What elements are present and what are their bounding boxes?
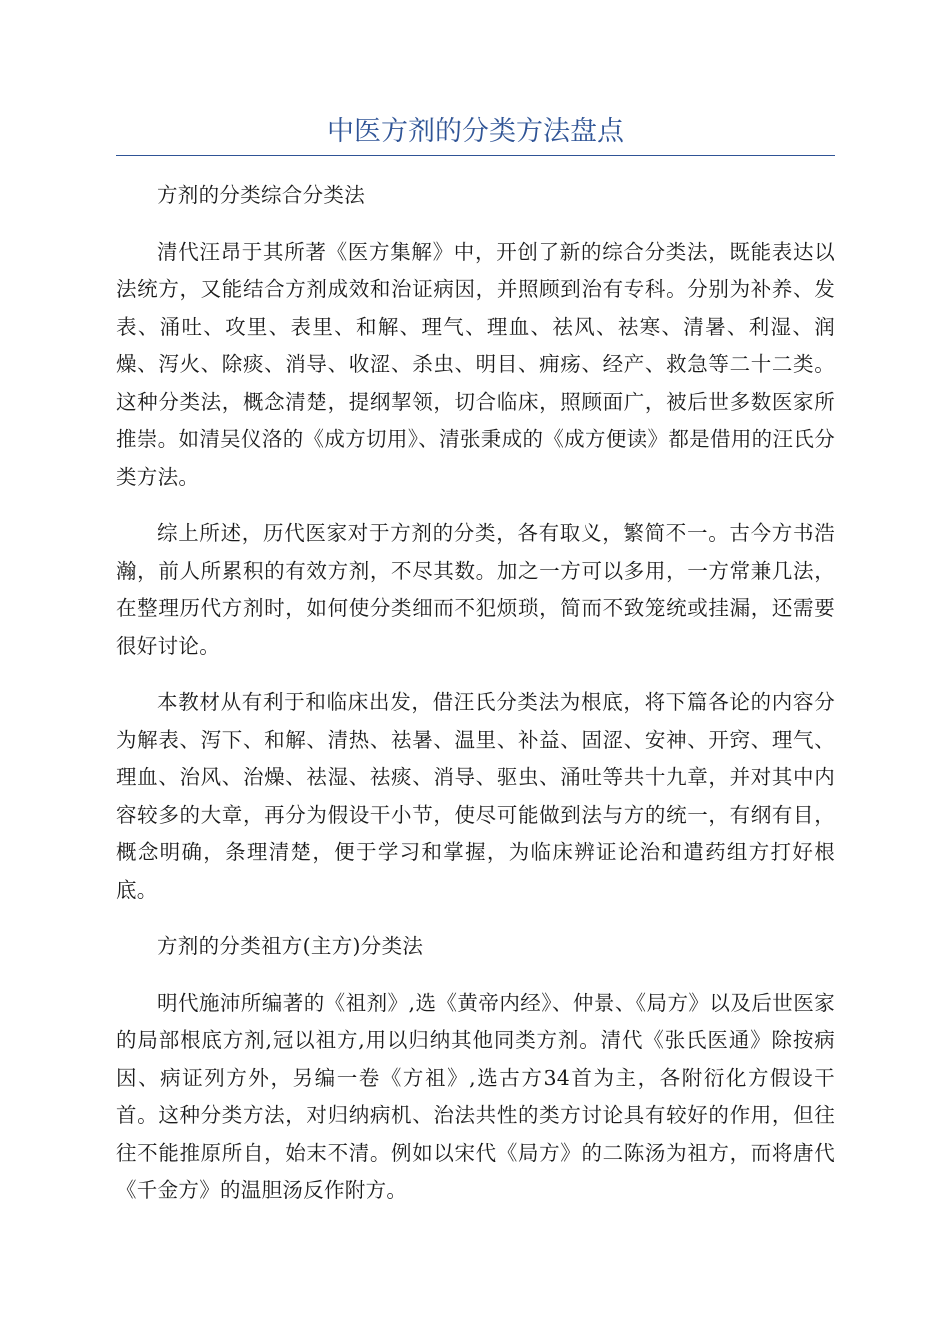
paragraph-wang-ang: 清代汪昂于其所著《医方集解》中，开创了新的综合分类法，既能表达以法统方，又能结合方剂成效和治证病因，并照顾到治有专科。分别为补养、发表、涌吐、攻里、表里、和解、理气、理血、祛风、祛寒、清暑、利湿、润燥、泻火、除痰、消导、收涩、杀虫、明目、痈疡、经产、救急等二十二类。这种分类法，概念清楚，提纲挈领，切合临床，照顾面广，被后世多数医家所推崇。如清吴仪洛的《成方切用》、清张秉成的《成方便读》都是借用的汪氏分类方法。 [116,239,835,489]
paragraph-textbook: 本教材从有利于和临床出发，借汪氏分类法为根底，将下篇各论的内容分为解表、泻下、和解、清热、祛暑、温里、补益、固涩、安神、开窍、理气、理血、治风、治燥、祛湿、祛痰、消导、驱虫、涌吐等共十九章，并对其中内容较多的大章，再分为假设干小节，使尽可能做到法与方的统一，有纲有目，概念明确，条理清楚，便于学习和掌握，为临床辨证论治和遣药组方打好根底。 [116,690,835,902]
document-page [116,0,835,1229]
paragraph-zuji: 明代施沛所编著的《祖剂》,选《黄帝内经》、仲景、《局方》以及后世医家的局部根底方剂,冠以祖方,用以归纳其他同类方剂。清代《张氏医通》除按病因、病证列方外，另编一卷《方祖》,选古方34首为主，各附衍化方假设干首。这种分类方法，对归纳病机、治法共性的类方讨论具有较好的作用，但往往不能推原所自，始末不清。例如以宋代《局方》的二陈汤为祖方，而将唐代《千金方》的温胆汤反作附方。 [116,990,835,1202]
title-underline [116,155,835,156]
section-heading-comprehensive: 方剂的分类综合分类法 [157,183,365,207]
document-body [116,177,835,1210]
paragraph-summary: 综上所述，历代医家对于方剂的分类，各有取义，繁简不一。古今方书浩瀚，前人所累积的有效方剂，不尽其数。加之一方可以多用，一方常兼几法，在整理历代方剂时，如何使分类细而不犯烦琐，简而不致笼统或挂漏，还需要很好讨论。 [116,521,835,658]
section-heading-ancestral: 方剂的分类祖方(主方)分类法 [157,934,424,958]
document-title: 中医方剂的分类方法盘点 [327,116,624,147]
